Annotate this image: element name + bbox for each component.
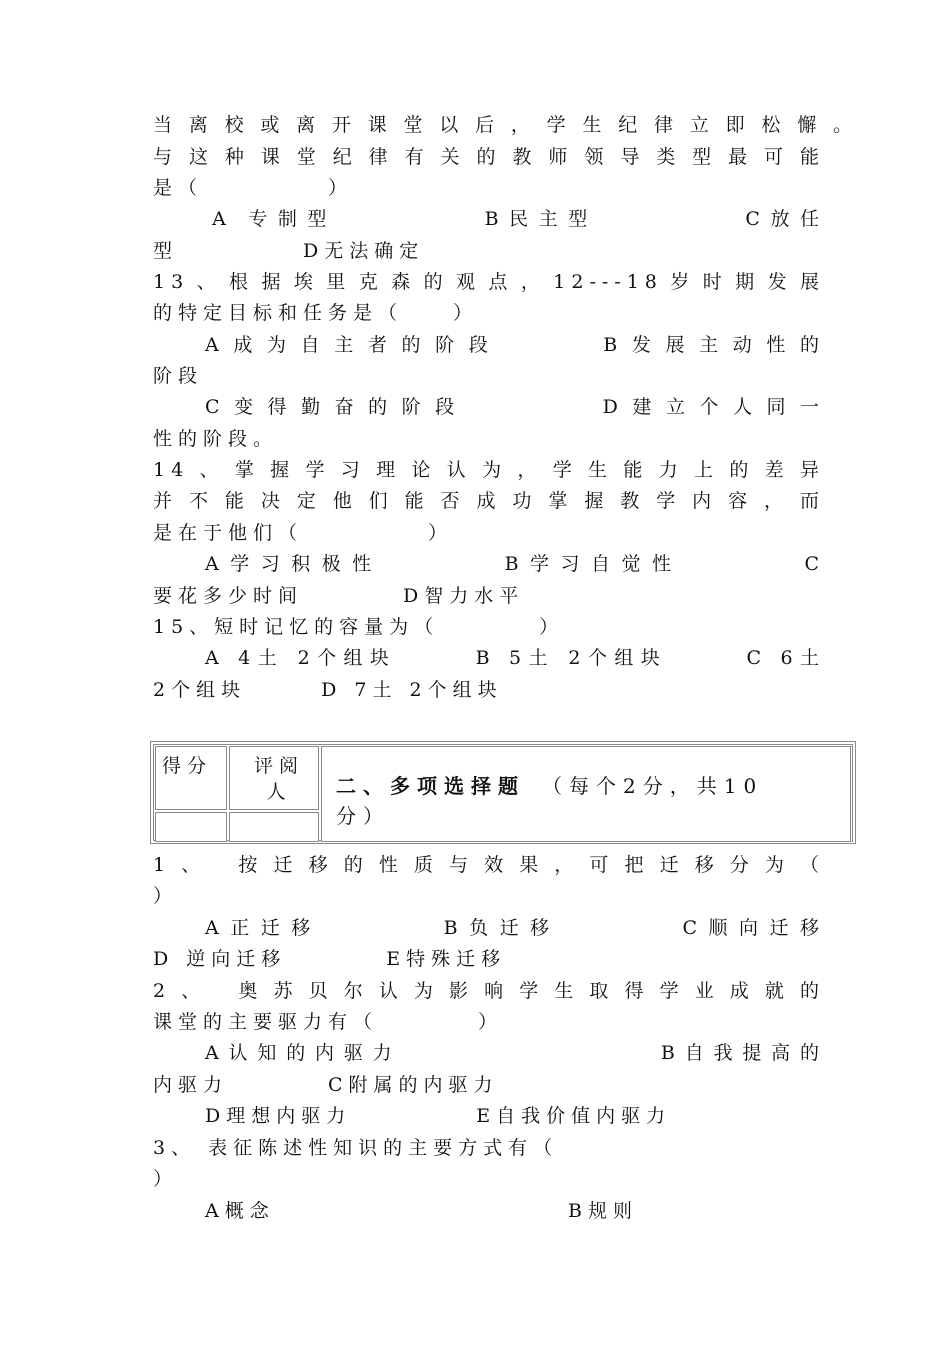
q15-stem: 15、短时记忆的容量为（ ） (153, 616, 565, 638)
q15-options-line-2: 2个组块 D 7土 2个组块 (153, 679, 503, 701)
q14-stem-line-3: 是在于他们（ ） (153, 522, 454, 544)
q13-stem-line-1: 13、根据埃里克森的观点，12---18岁时期发展 (153, 271, 825, 293)
reviewer-cell (229, 746, 319, 810)
reviewer-blank-cell[interactable] (229, 812, 319, 842)
q13-option-a-b: A成为自主者的阶段 B发展主动性的 (205, 334, 825, 356)
m3-stem-line-1: 3、 表征陈述性知识的主要方式有（ (153, 1137, 559, 1159)
m1-stem-line-2: ） (153, 885, 179, 907)
m1-options-line-1: A正迁移 B负迁移 C顺向迁移 (205, 917, 825, 939)
q13-option-d-cont: 性的阶段。 (153, 428, 279, 450)
q13-option-b-cont: 阶段 (153, 365, 204, 387)
reviewer-label: 评阅 人 (253, 755, 304, 803)
m3-option-a: A概念 (205, 1200, 275, 1222)
m2-stem-line-2: 课堂的主要驱力有（ ） (153, 1011, 504, 1033)
m3-option-b: B规则 (568, 1200, 638, 1222)
m2-options-line-1: A认知的内驱力 B自我提高的 (205, 1042, 825, 1064)
q12-options-line-1: A 专制型 B民主型 C放任 (153, 208, 825, 230)
q14-stem-line-2: 并不能决定他们能否成功掌握教学内容，而 (153, 490, 825, 512)
section-title-cell (321, 746, 853, 842)
score-label: 得分 (162, 755, 213, 777)
m2-options-line-3: D理想内驱力 E自我价值内驱力 (205, 1105, 672, 1127)
q12-line-3: 是（ ） (153, 177, 354, 199)
score-cell (155, 746, 227, 810)
q14-options-line-2: 要花多少时间 D智力水平 (153, 585, 525, 607)
m1-stem-line-1: 1、 按迁移的性质与效果，可把迁移分为（ (153, 854, 825, 876)
m1-options-line-2: D 逆向迁移 E特殊迁移 (153, 948, 507, 970)
q13-stem-line-2: 的特定目标和任务是（ ） (153, 302, 479, 324)
q12-line-1: 当离校或离开课堂以后，学生纪律立即松懈。 (153, 114, 858, 136)
q14-options-line-1: A学习积极性 B学习自觉性 C (205, 553, 825, 575)
q15-options-line-1: A 4土 2个组块 B 5土 2个组块 C 6土 (205, 647, 825, 669)
section-title: 二、多项选择题 （每个2分，共10 分） (336, 774, 764, 828)
q14-stem-line-1: 14、掌握学习理论认为，学生能力上的差异 (153, 459, 825, 481)
score-table (150, 741, 856, 844)
q12-line-2: 与这种课堂纪律有关的教师领导类型最可能 (153, 146, 825, 168)
m2-options-line-2: 内驱力 C附属的内驱力 (153, 1074, 499, 1096)
q12-options-line-2: 型 D无法确定 (153, 240, 425, 262)
q13-option-c-d: C变得勤奋的阶段 D建立个人同一 (205, 396, 825, 418)
m3-stem-line-2: ） (153, 1168, 179, 1190)
m2-stem-line-1: 2、 奥苏贝尔认为影响学生取得学业成就的 (153, 980, 825, 1002)
score-blank-cell[interactable] (155, 812, 227, 842)
